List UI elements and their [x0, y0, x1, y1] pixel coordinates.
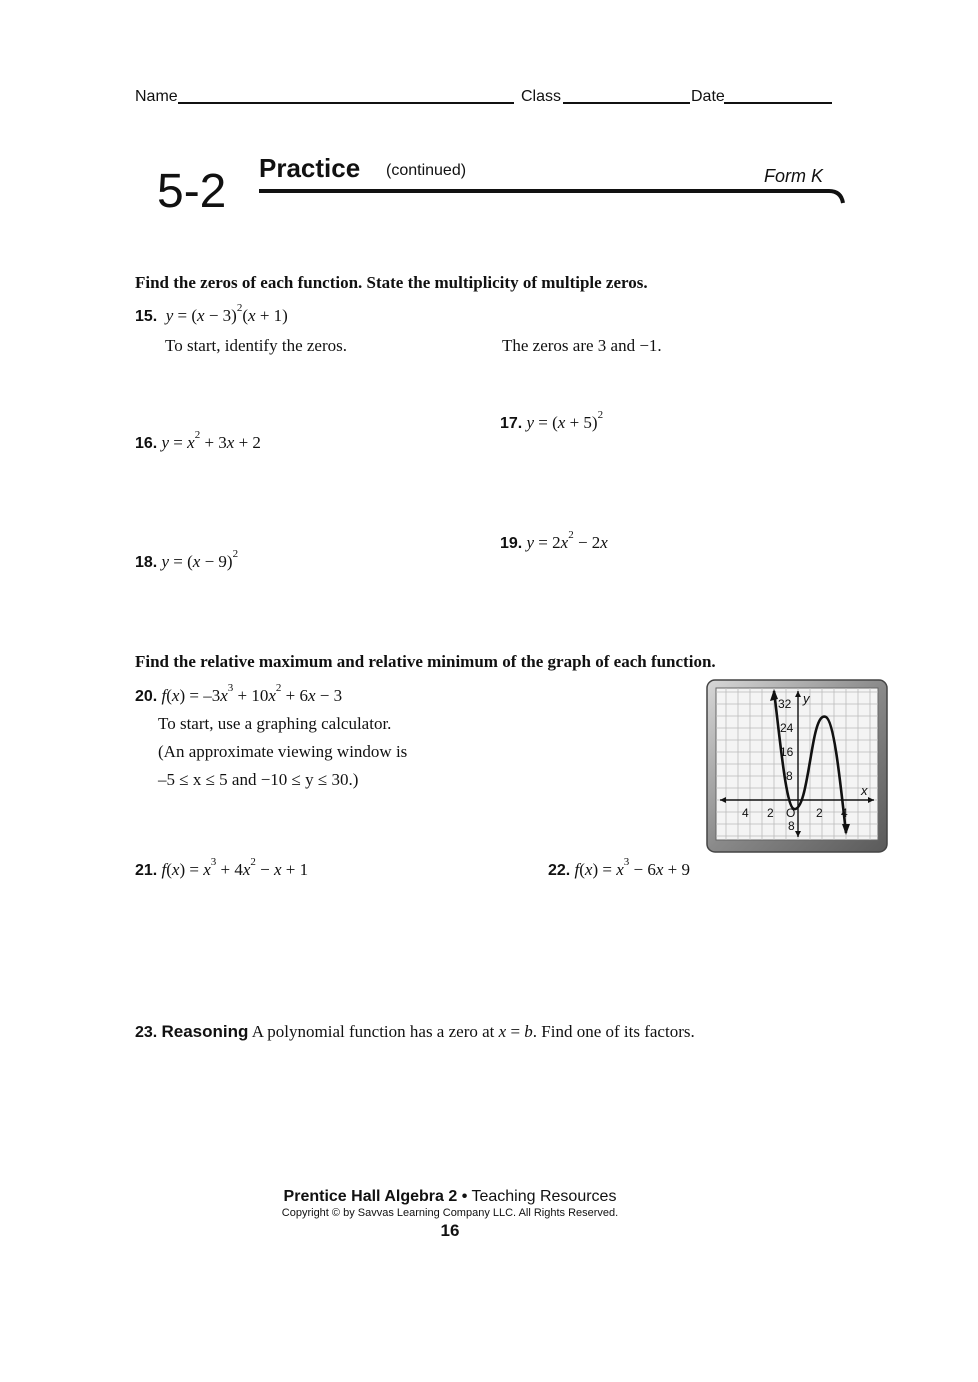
y-tick-8: 8: [786, 769, 793, 783]
q23-label: Reasoning: [161, 1022, 249, 1041]
class-label: Class: [521, 88, 562, 105]
class-line[interactable]: [563, 102, 690, 104]
question-20: [135, 682, 343, 706]
q20-line3: –5 ≤ x ≤ 5 and −10 ≤ y ≤ 30.): [158, 770, 359, 789]
q23-text-before: A polynomial function has a zero at: [251, 1022, 499, 1041]
calculator-graph: [706, 679, 888, 853]
q17-number: 17.: [500, 415, 523, 432]
date-label: Date: [691, 88, 725, 105]
q19-number: 19.: [500, 535, 523, 552]
q21-equation: $f(x) = x^3 + 4x^2 - x + 1$: [161, 856, 309, 879]
q16-equation: $y = x^2 + 3x + 2$: [161, 429, 261, 452]
footer-book-line: [0, 1188, 900, 1206]
section2-instruction: Find the relative maximum and relative minimum of the graph of each function.: [135, 652, 716, 671]
origin-label: O: [786, 806, 796, 820]
question-22: [548, 856, 690, 880]
q23-number: 23.: [135, 1024, 158, 1041]
q20-line1: To start, use a graphing calculator.: [158, 714, 392, 733]
q17-equation: $y = (x + 5)^2$: [526, 409, 604, 432]
y-tick-16: 16: [780, 745, 794, 759]
question-21: [135, 856, 309, 880]
y-tick-neg-8: 8: [788, 819, 795, 833]
y-tick-32: 32: [778, 697, 792, 711]
question-19: [500, 529, 608, 553]
q15-number: 15.: [135, 308, 158, 325]
question-23: 23. Reasoning A polynomial function has a zero at x = b. Find one of its factors.: [135, 1022, 695, 1041]
q20-line2: (An approximate viewing window is: [158, 742, 408, 761]
continued-label: (continued): [386, 162, 467, 179]
q15-equation: $y = (x - 3)^2(x + 1)$: [165, 302, 288, 325]
page-number: 16: [440, 1221, 460, 1240]
question-16: [135, 429, 261, 453]
y-tick-24: 24: [780, 721, 794, 735]
q23-text-after: . Find one of its factors.: [532, 1022, 695, 1041]
footer-book: Prentice Hall Algebra 2: [283, 1188, 458, 1205]
question-17: [500, 409, 604, 433]
footer-resource: Teaching Resources: [471, 1188, 617, 1205]
title-rule: [257, 186, 849, 210]
q22-number: 22.: [548, 862, 571, 879]
q18-equation: $y = (x - 9)^2$: [161, 548, 239, 571]
q23-math: x: [498, 1022, 507, 1041]
q15-hint-left: To start, identify the zeros.: [165, 336, 347, 355]
name-line[interactable]: [178, 102, 514, 104]
x-tick-neg-2: 2: [767, 806, 774, 820]
date-line[interactable]: [724, 102, 832, 104]
x-tick-4: 4: [841, 806, 848, 820]
x-tick-2: 2: [816, 806, 823, 820]
q19-equation: $y = 2x^2 - 2x$: [526, 529, 608, 552]
name-label: Name: [135, 88, 178, 105]
q22-equation: $f(x) = x^3 - 6x + 9$: [574, 856, 690, 879]
footer-copyright: Copyright © by Savvas Learning Company LLC. All Rights Reserved.: [281, 1207, 619, 1219]
page-title: Practice: [259, 153, 361, 183]
q16-number: 16.: [135, 435, 158, 452]
question-15: [135, 302, 288, 326]
q20-number: 20.: [135, 688, 158, 705]
y-axis-label: y: [803, 691, 810, 706]
x-tick-neg-4: 4: [742, 806, 749, 820]
q20-equation: $f(x) = -3x^3 + 10x^2 + 6x - 3$: [161, 682, 343, 705]
x-axis-label: x: [861, 783, 868, 798]
question-18: [135, 548, 239, 572]
form-label: Form K: [764, 166, 824, 186]
section1-instruction: Find the zeros of each function. State the multiplicity of multiple zeros.: [135, 273, 648, 292]
footer-bullet: •: [461, 1188, 468, 1205]
q21-number: 21.: [135, 862, 158, 879]
q15-hint-right: The zeros are 3 and −1.: [502, 336, 662, 355]
q18-number: 18.: [135, 554, 158, 571]
lesson-number: 5-2: [157, 165, 227, 218]
